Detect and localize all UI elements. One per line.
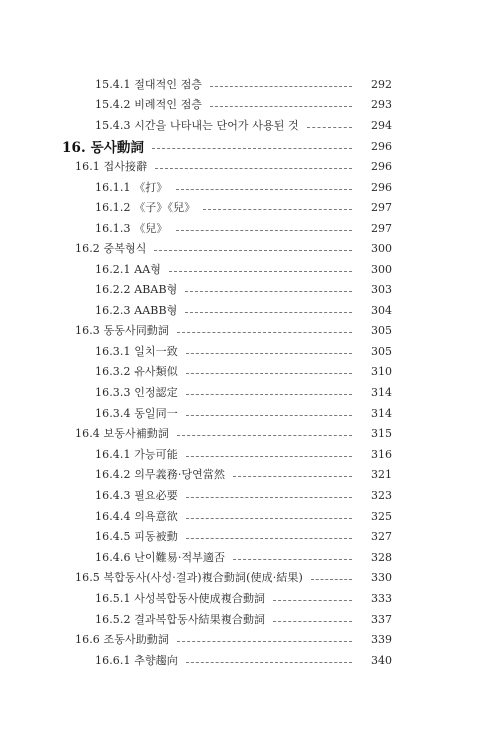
toc-entry-title — [0, 487, 178, 503]
toc-entry-number: 16.4 — [75, 427, 100, 440]
dot-leader — [273, 599, 352, 601]
toc-entry-text: 의욕意欲 — [134, 510, 178, 523]
dot-leader — [186, 393, 352, 395]
toc-entry-title — [0, 199, 195, 215]
toc-entry-title — [0, 569, 303, 585]
toc-entry-page: 316 — [371, 447, 392, 461]
toc-entry-text: 일치一致 — [134, 345, 178, 358]
toc-entry-text: 《子》《兒》 — [134, 201, 196, 214]
dot-leader — [177, 434, 352, 436]
toc-entry[interactable] — [0, 197, 392, 217]
toc-entry-text: 시간을 나타내는 단어가 사용된 것 — [134, 119, 299, 132]
toc-entry-title — [0, 528, 178, 544]
toc-entry[interactable] — [0, 74, 392, 94]
dot-leader — [155, 167, 352, 169]
toc-entry-title — [0, 322, 169, 338]
toc-entry-title — [0, 384, 178, 400]
toc-entry-number: 16.3.2 — [95, 365, 131, 378]
toc-entry-page: 310 — [371, 364, 392, 378]
toc-entry[interactable] — [0, 403, 392, 423]
toc-entry[interactable] — [0, 94, 392, 114]
dot-leader — [233, 475, 352, 477]
toc-entry-page: 292 — [371, 77, 392, 91]
toc-entry-title — [0, 590, 265, 606]
toc-entry-text: 사성복합동사使成複合動詞 — [134, 592, 266, 605]
toc-entry[interactable] — [0, 361, 392, 381]
toc-entry[interactable] — [0, 238, 392, 258]
toc-entry-title — [0, 446, 178, 462]
toc-entry-page: 328 — [371, 550, 392, 564]
toc-entry-page: 297 — [371, 221, 392, 235]
toc-entry-number: 15.4.2 — [95, 98, 131, 111]
toc-entry-text: 가능可能 — [134, 448, 178, 461]
toc-entry-page: 314 — [371, 406, 392, 420]
toc-entry-page: 325 — [371, 509, 392, 523]
toc-entry-number: 16.4.2 — [95, 468, 131, 481]
toc-entry-page: 314 — [371, 385, 392, 399]
dot-leader — [186, 661, 352, 663]
toc-entry-text: AA형 — [134, 263, 162, 276]
toc-entry[interactable] — [0, 300, 392, 320]
dot-leader — [177, 640, 352, 642]
dot-leader — [210, 105, 352, 107]
toc-entry-page: 304 — [371, 303, 392, 317]
toc-entry-title — [0, 158, 147, 174]
toc-entry-text: 난이難易·적부適否 — [134, 551, 226, 564]
toc-entry-title — [0, 240, 146, 256]
toc-entry-number: 16.2.2 — [95, 283, 131, 296]
toc-entry-page: 323 — [371, 488, 392, 502]
toc-entry-number: 16.2.3 — [95, 304, 131, 317]
toc-entry-page: 294 — [371, 118, 392, 132]
toc-entry-text: 의무義務·당연當然 — [134, 468, 226, 481]
toc-entry-text: 동동사同動詞 — [103, 324, 169, 337]
dot-leader — [176, 188, 352, 190]
toc-entry-number: 16.1 — [75, 160, 100, 173]
toc-entry-number: 16.3.3 — [95, 386, 131, 399]
toc-entry-title — [0, 631, 169, 647]
dot-leader — [203, 208, 352, 210]
toc-entry[interactable] — [0, 609, 392, 629]
toc-entry[interactable] — [0, 259, 392, 279]
toc-entry-number: 16. — [62, 140, 86, 156]
toc-entry-number: 16.4.6 — [95, 551, 131, 564]
toc-entry-title — [0, 611, 265, 627]
dot-leader — [152, 147, 352, 149]
dot-leader — [185, 311, 352, 313]
toc-entry-text: 결과복합동사結果複合動詞 — [134, 613, 266, 626]
toc-entry-text: 인정認定 — [134, 386, 178, 399]
toc-entry[interactable] — [0, 547, 392, 567]
toc-entry[interactable] — [0, 218, 392, 238]
toc-entry-page: 296 — [371, 139, 392, 153]
toc-entry-text: 추향趨向 — [134, 654, 178, 667]
toc-entry-title — [0, 343, 178, 359]
toc-entry-text: 복합동사(사성·결과)複合動詞(使成·結果) — [103, 571, 303, 584]
toc-entry-text: 비례적인 점층 — [134, 98, 203, 111]
toc-entry-text: AABB형 — [134, 304, 178, 317]
toc-entry-title — [0, 405, 178, 421]
toc-entry-title — [0, 117, 299, 133]
toc-entry-page: 321 — [371, 467, 392, 481]
toc-entry-number: 16.4.3 — [95, 489, 131, 502]
dot-leader — [186, 372, 352, 374]
toc-entry-title — [0, 261, 161, 277]
toc-entry-page: 339 — [371, 632, 392, 646]
toc-entry-page: 297 — [371, 200, 392, 214]
toc-entry-title — [0, 76, 202, 92]
toc-entry-page: 337 — [371, 612, 392, 626]
toc-entry[interactable] — [0, 320, 392, 340]
toc-entry-number: 16.6.1 — [95, 654, 131, 667]
toc-entry-title — [0, 302, 177, 318]
toc-entry-number: 16.5.1 — [95, 592, 131, 605]
toc-entry-title — [0, 179, 168, 195]
toc-entry-page: 327 — [371, 529, 392, 543]
toc-entry-title — [0, 96, 202, 112]
dot-leader — [169, 270, 352, 272]
toc-entry-page: 330 — [371, 570, 392, 584]
toc-entry[interactable] — [0, 177, 392, 197]
dot-leader — [307, 126, 352, 128]
toc-entry[interactable] — [0, 567, 392, 587]
dot-leader — [186, 352, 352, 354]
toc-entry-title — [0, 281, 177, 297]
dot-leader — [186, 455, 352, 457]
toc-entry-number: 16.2.1 — [95, 263, 131, 276]
toc-entry-text: 동일同一 — [134, 407, 178, 420]
toc-entry-number: 16.6 — [75, 633, 100, 646]
toc-entry-text: 조동사助動詞 — [103, 633, 169, 646]
toc-entry-text: 유사類似 — [134, 365, 178, 378]
toc-entry-page: 300 — [371, 262, 392, 276]
dot-leader — [186, 537, 352, 539]
toc-entry[interactable] — [0, 485, 392, 505]
dot-leader — [233, 558, 352, 560]
toc-entry-title — [0, 220, 168, 236]
toc-entry-number: 16.3 — [75, 324, 100, 337]
dot-leader — [185, 290, 352, 292]
dot-leader — [177, 331, 352, 333]
toc-entry-number: 16.4.1 — [95, 448, 131, 461]
toc-entry[interactable] — [0, 526, 392, 546]
dot-leader — [186, 517, 352, 519]
toc-entry-number: 16.1.3 — [95, 222, 131, 235]
toc-entry-number: 16.1.2 — [95, 201, 131, 214]
toc-entry-text: 필요必要 — [134, 489, 178, 502]
toc-entry[interactable] — [0, 341, 392, 361]
toc-entry-text: 동사動詞 — [90, 140, 145, 156]
toc-entry-number: 16.2 — [75, 242, 100, 255]
toc-entry-page: 315 — [371, 426, 392, 440]
toc-entry-text: 보동사補動詞 — [103, 427, 169, 440]
toc-entry-page: 300 — [371, 241, 392, 255]
dot-leader — [186, 496, 352, 498]
toc-entry[interactable] — [0, 279, 392, 299]
dot-leader — [176, 229, 352, 231]
toc-entry-text: 절대적인 점층 — [134, 78, 203, 91]
dot-leader — [210, 85, 352, 87]
toc-entry-number: 16.3.1 — [95, 345, 131, 358]
toc-entry-text: 피동被動 — [134, 530, 178, 543]
toc-entry[interactable] — [0, 506, 392, 526]
toc-entry[interactable] — [0, 423, 392, 443]
toc-entry-title — [0, 508, 178, 524]
toc-entry[interactable] — [0, 650, 392, 670]
toc-entry[interactable] — [0, 629, 392, 649]
toc-entry-page: 333 — [371, 591, 392, 605]
toc-entry[interactable] — [0, 136, 392, 156]
toc-entry-title — [0, 466, 225, 482]
toc-entry-number: 16.4.4 — [95, 510, 131, 523]
toc-entry-page: 293 — [371, 97, 392, 111]
dot-leader — [273, 620, 352, 622]
toc-entry-number: 16.1.1 — [95, 181, 131, 194]
toc-entry-text: 《兒》 — [134, 222, 168, 235]
toc-entry-title — [0, 425, 169, 441]
toc-entry-page: 305 — [371, 323, 392, 337]
dot-leader — [311, 578, 352, 580]
dot-leader — [186, 414, 352, 416]
toc-entry-page: 340 — [371, 653, 392, 667]
toc-entry-number: 15.4.3 — [95, 119, 131, 132]
toc-entry[interactable] — [0, 444, 392, 464]
toc-entry-page: 296 — [371, 159, 392, 173]
toc-entry-title — [0, 363, 178, 379]
toc-entry-number: 15.4.1 — [95, 78, 131, 91]
toc-entry-page: 303 — [371, 282, 392, 296]
toc-entry-title — [0, 549, 225, 565]
toc-entry[interactable] — [0, 156, 392, 176]
toc-entry-number: 16.5.2 — [95, 613, 131, 626]
toc-entry-text: ABAB형 — [134, 283, 178, 296]
toc-entry[interactable] — [0, 115, 392, 135]
toc-entry-number: 16.5 — [75, 571, 100, 584]
toc-entry[interactable] — [0, 464, 392, 484]
toc-entry-title — [0, 652, 178, 668]
toc-entry[interactable] — [0, 382, 392, 402]
toc-entry[interactable] — [0, 588, 392, 608]
toc-entry-page: 305 — [371, 344, 392, 358]
toc-entry-number: 16.4.5 — [95, 530, 131, 543]
toc-entry-text: 접사接辭 — [103, 160, 148, 173]
toc-entry-number: 16.3.4 — [95, 407, 131, 420]
toc-entry-text: 중복형식 — [103, 242, 147, 255]
toc-entry-title — [0, 136, 144, 156]
toc-entry-page: 296 — [371, 180, 392, 194]
toc-entry-text: 《打》 — [134, 181, 168, 194]
dot-leader — [154, 249, 352, 251]
